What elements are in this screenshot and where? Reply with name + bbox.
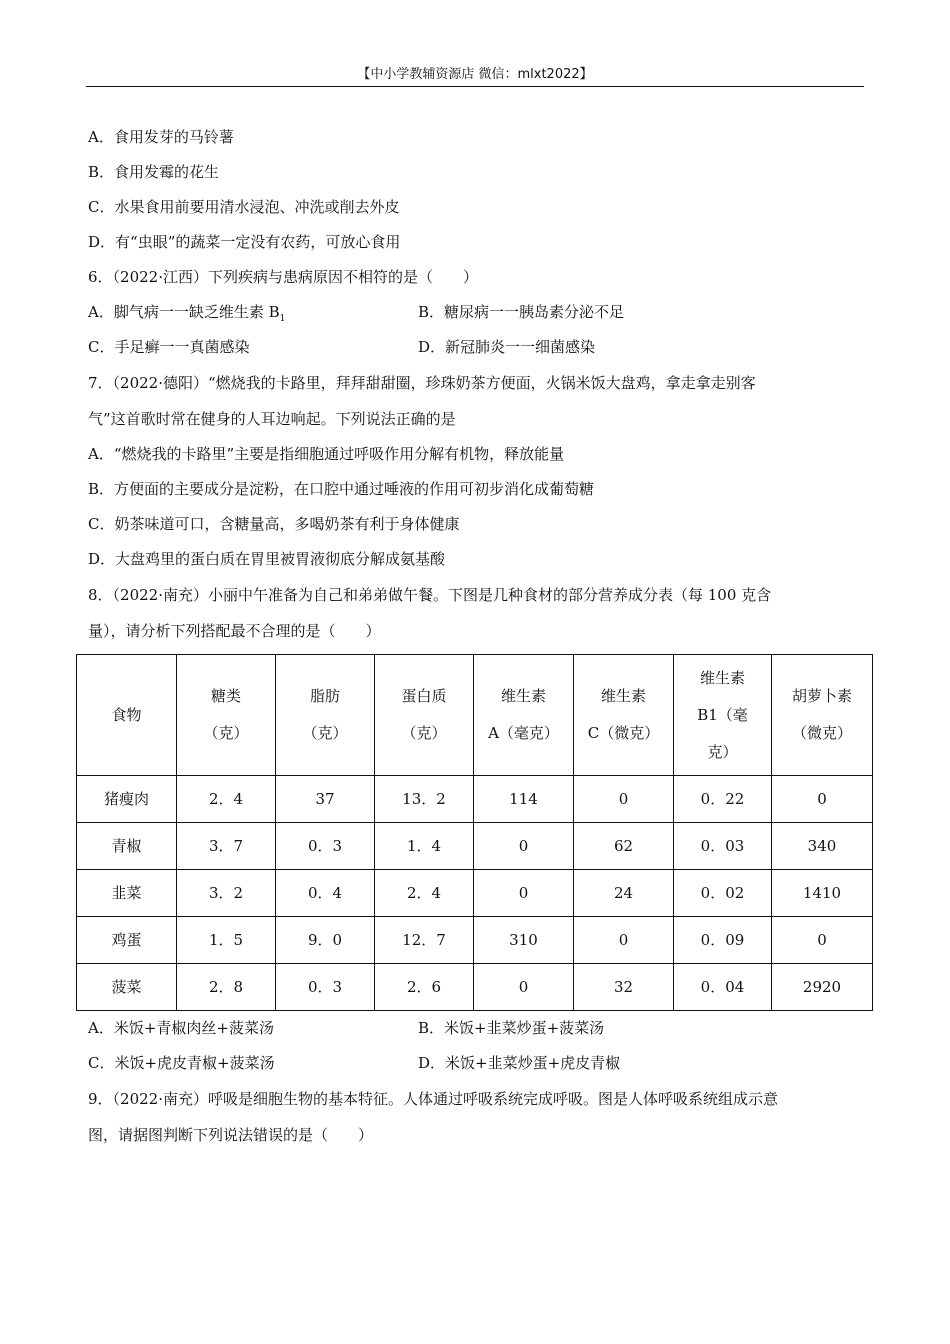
table-cell: 0 [772,917,873,964]
q5-option-d: D．有“虫眼”的蔬菜一定没有农药，可放心食用 [88,233,401,251]
header-vitamin-a: 维生素 A（毫克） [474,655,574,776]
q8-stem-line2: 量），请分析下列搭配最不合理的是（ ） [88,622,381,640]
table-cell: 0 [474,964,574,1011]
table-row [77,917,873,964]
table-cell: 猪瘦肉 [77,776,177,823]
table-cell: 24 [574,870,674,917]
table-cell: 13．2 [375,776,474,823]
q6-option-a-subscript: 1 [279,314,286,324]
table-cell: 2．4 [375,870,474,917]
table-cell: 114 [474,776,574,823]
table-cell: 0．3 [276,823,375,870]
q9-stem-line2: 图，请据图判断下列说法错误的是（ ） [88,1126,374,1144]
table-header-row [77,655,873,776]
header-divider [86,86,864,87]
q7-option-a: A．“燃烧我的卡路里”主要是指细胞通过呼吸作用分解有机物，释放能量 [88,445,565,463]
table-cell: 9．0 [276,917,375,964]
q8-option-a: A．米饭+青椒肉丝+菠菜汤 [88,1019,274,1037]
q8-option-b: B．米饭+韭菜炒蛋+菠菜汤 [418,1019,605,1037]
q7-stem-line2: 气”这首歌时常在健身的人耳边响起。下列说法正确的是 [88,410,456,428]
table-row [77,776,873,823]
table-cell: 鸡蛋 [77,917,177,964]
q6-option-a-text: A．脚气病一一缺乏维生素 B [88,303,280,321]
q9-stem-line1: 9．（2022·南充）呼吸是细胞生物的基本特征。人体通过呼吸系统完成呼吸。图是人体呼吸系统组成示意 [88,1090,778,1108]
table-cell: 0．02 [674,870,772,917]
q7-stem-line1: 7．（2022·德阳）“燃烧我的卡路里，拜拜甜甜圈，珍珠奶茶方便面，火锅米饭大盘鸡，拿走拿走别客 [88,374,756,392]
table-cell: 菠菜 [77,964,177,1011]
table-cell: 2．4 [177,776,276,823]
page-header: 【中小学教辅资源店 微信：mlxt2022】 [357,67,593,82]
q7-option-b: B．方便面的主要成分是淀粉，在口腔中通过唾液的作用可初步消化成葡萄糖 [88,480,595,498]
table-cell: 青椒 [77,823,177,870]
table-cell: 2．8 [177,964,276,1011]
q6-option-a [88,302,285,329]
q8-stem-line1: 8．（2022·南充）小丽中午准备为自己和弟弟做午餐。下图是几种食材的部分营养成分表（每 100 克含 [88,586,772,604]
table-cell: 0 [772,776,873,823]
table-cell: 0 [474,870,574,917]
table-cell: 32 [574,964,674,1011]
nutrition-table [76,654,873,1011]
q8-option-c: C．米饭+虎皮青椒+菠菜汤 [88,1054,275,1072]
q6-option-c: C．手足癣一一真菌感染 [88,338,250,356]
q7-option-c: C．奶茶味道可口，含糖量高，多喝奶茶有利于身体健康 [88,515,460,533]
table-row [77,870,873,917]
q7-option-d: D．大盘鸡里的蛋白质在胃里被胃液彻底分解成氨基酸 [88,550,446,568]
header-food: 食物 [77,655,177,776]
header-fat: 脂肪 （克） [276,655,375,776]
table-cell: 0．09 [674,917,772,964]
table-cell: 0．03 [674,823,772,870]
table-row [77,823,873,870]
table-cell: 0 [574,776,674,823]
table-cell: 韭菜 [77,870,177,917]
header-protein: 蛋白质 （克） [375,655,474,776]
table-cell: 340 [772,823,873,870]
table-cell: 1．5 [177,917,276,964]
q6-option-d: D．新冠肺炎一一细菌感染 [418,338,596,356]
table-cell: 3．2 [177,870,276,917]
table-cell: 0．3 [276,964,375,1011]
header-carotene: 胡萝卜素 （微克） [772,655,873,776]
table-cell: 2920 [772,964,873,1011]
header-vitamin-b1: 维生素 B1（毫 克） [674,655,772,776]
q5-option-b: B．食用发霉的花生 [88,163,220,181]
header-carbs: 糖类 （克） [177,655,276,776]
table-cell: 62 [574,823,674,870]
q5-option-a: A．食用发芽的马铃薯 [88,128,234,146]
q5-option-c: C．水果食用前要用清水浸泡、冲洗或削去外皮 [88,198,400,216]
table-cell: 0 [574,917,674,964]
q6-option-b: B．糖尿病一一胰岛素分泌不足 [418,303,625,321]
table-cell: 12．7 [375,917,474,964]
table-cell: 0．04 [674,964,772,1011]
header-vitamin-c: 维生素 C（微克） [574,655,674,776]
table-cell: 1．4 [375,823,474,870]
table-cell: 310 [474,917,574,964]
table-row [77,964,873,1011]
table-cell: 0．22 [674,776,772,823]
table-cell: 1410 [772,870,873,917]
table-cell: 2．6 [375,964,474,1011]
table-cell: 0．4 [276,870,375,917]
table-cell: 37 [276,776,375,823]
table-cell: 0 [474,823,574,870]
q6-stem: 6．（2022·江西）下列疾病与患病原因不相符的是（ ） [88,268,478,286]
table-cell: 3．7 [177,823,276,870]
q8-option-d: D．米饭+韭菜炒蛋+虎皮青椒 [418,1054,621,1072]
